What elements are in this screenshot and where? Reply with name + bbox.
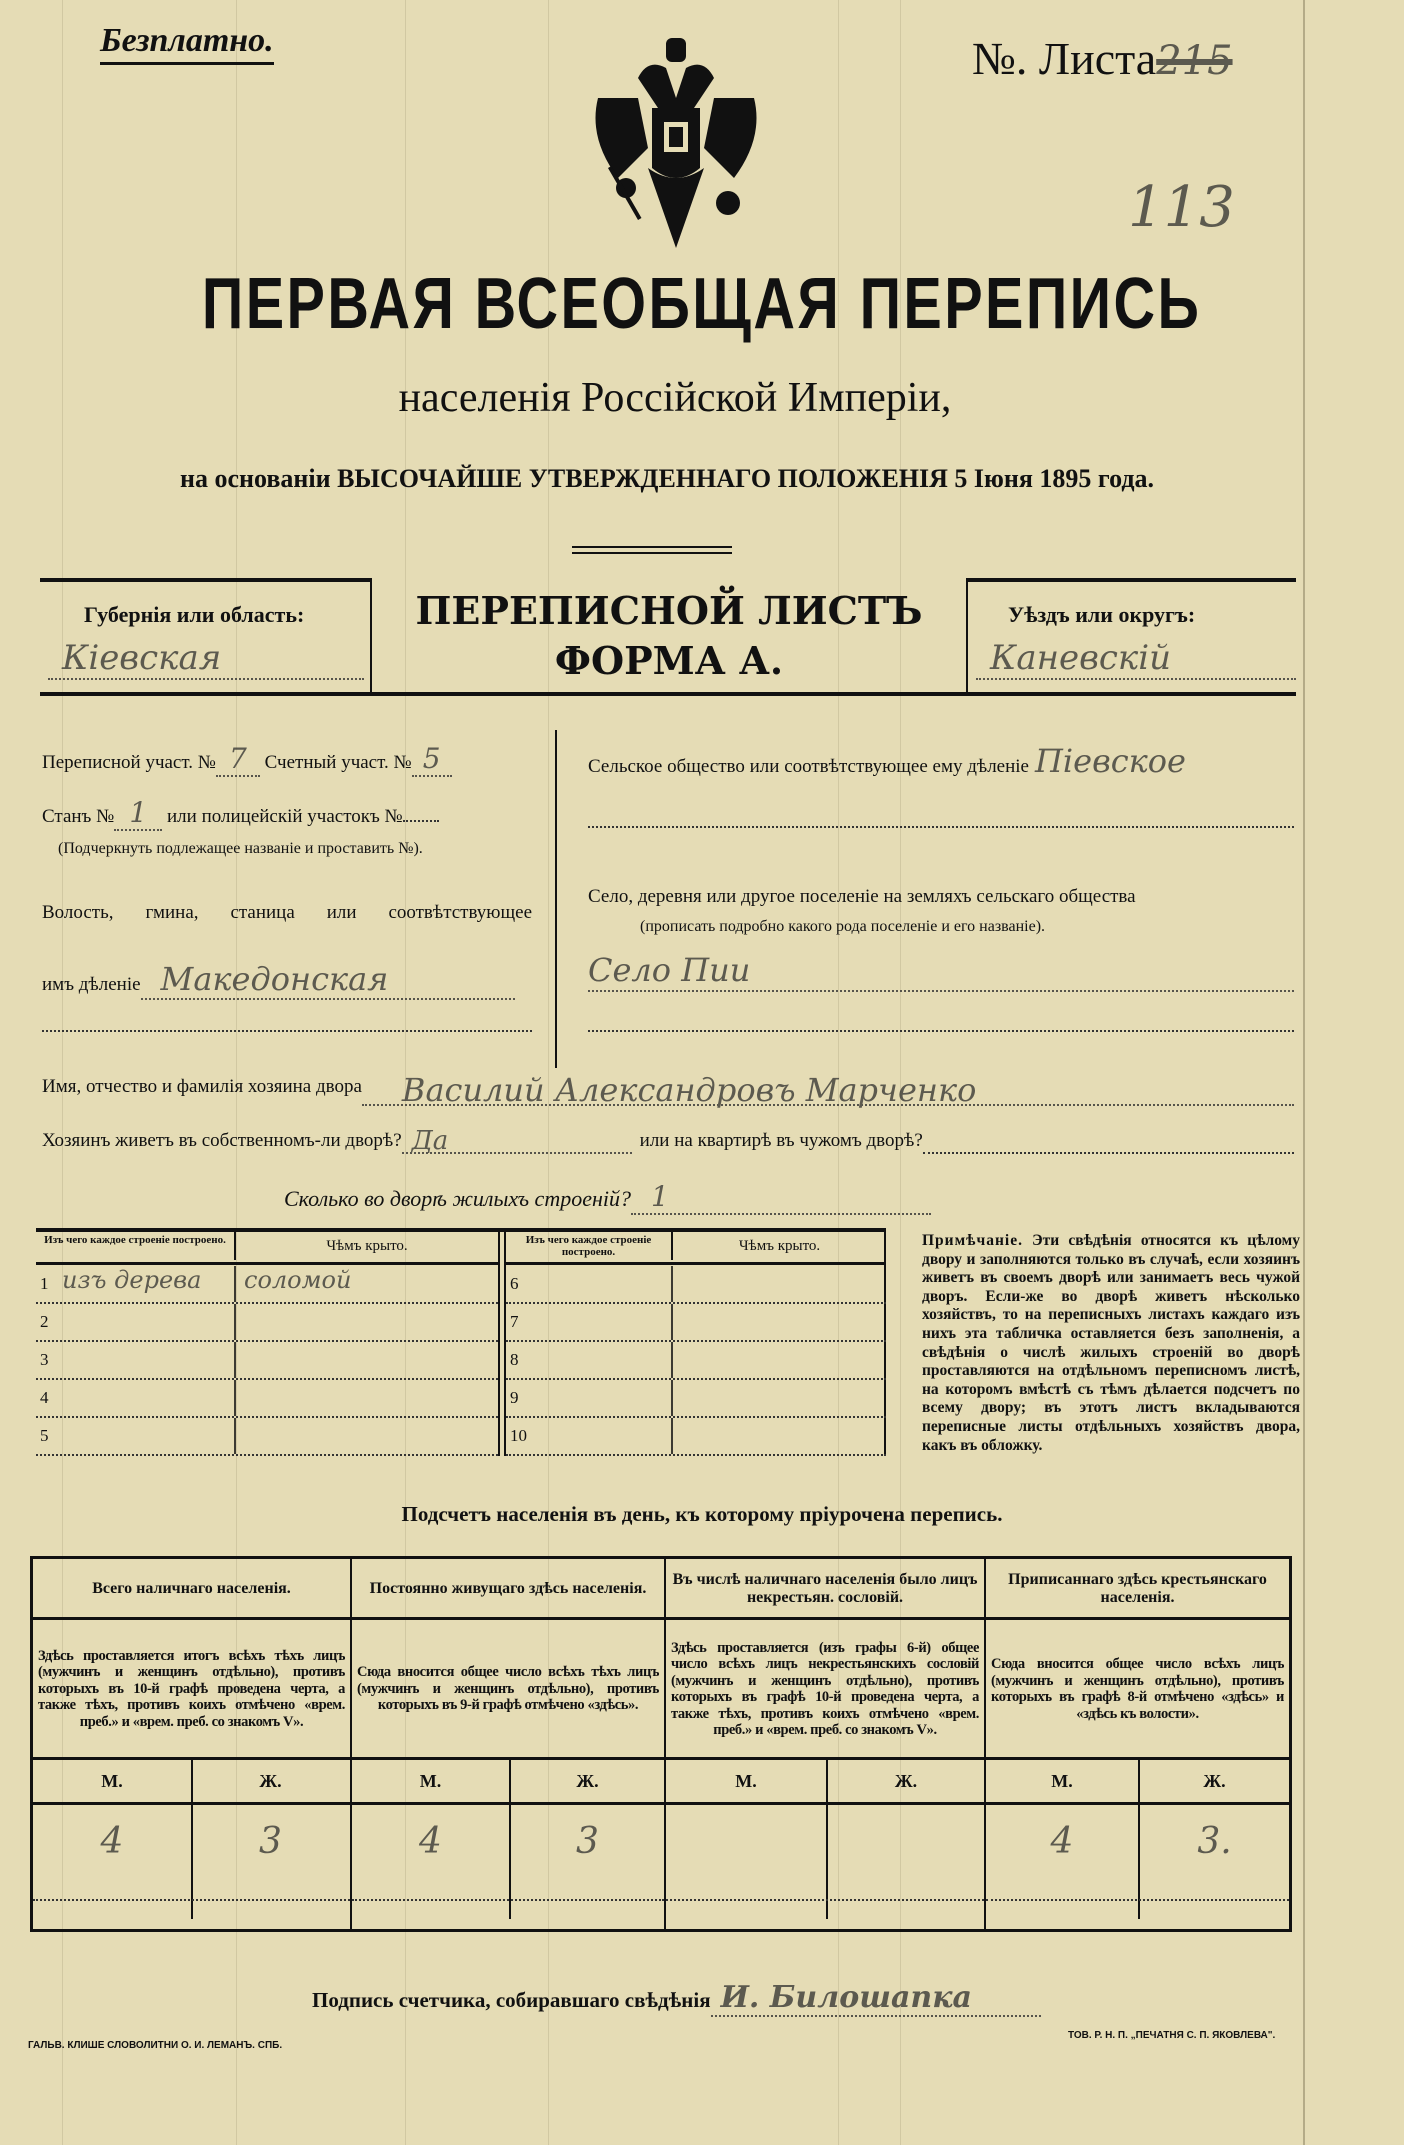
male-header: М. <box>101 1771 123 1791</box>
signature-label: Подпись счетчика, собиравшаго свѣдѣнія <box>312 1988 711 2012</box>
column-header: Въ числѣ наличнаго населенія было лицъ некрестьян. сословій. <box>672 1571 978 1606</box>
header-rule <box>33 1617 350 1620</box>
population-title: Подсчетъ населенія въ день, къ которому пріурочена перепись. <box>401 1502 1003 1526</box>
village-extra-line <box>588 1030 1294 1032</box>
dotted-rule <box>666 1899 984 1901</box>
form-title-block <box>372 588 966 684</box>
title-basis: на основаніи ВЫСОЧАЙШЕ УТВЕРЖДЕННАГО ПОЛОЖЕНІЯ 5 Іюня 1895 года. <box>180 464 1154 493</box>
female-count-field[interactable]: 3 <box>259 1821 282 1862</box>
column-header: Приписаннаго здѣсь крестьянскаго населенія. <box>1008 1571 1267 1606</box>
roof-field[interactable]: соломой <box>234 1266 498 1302</box>
table-row <box>506 1418 886 1456</box>
stan-note: (Подчеркнуть подлежащее названіе и проставить №). <box>58 840 423 857</box>
column-header-material: Изъ чего каждое строеніе построено. <box>525 1234 652 1258</box>
village-label: Село, деревня или другое поселеніе на земляхъ сельскаго общества <box>588 886 1136 907</box>
stan-field[interactable]: 1 <box>114 796 162 831</box>
district-label: Уѣздъ или округъ: <box>1008 602 1196 627</box>
material-field[interactable] <box>530 1342 671 1378</box>
material-field[interactable] <box>60 1342 234 1378</box>
ornament-divider <box>572 546 732 554</box>
male-header: М. <box>419 1771 442 1791</box>
other-yard-label: или на квартирѣ въ чужомъ дворѣ? <box>639 1130 923 1151</box>
row-number: 6 <box>510 1274 519 1293</box>
roof-field[interactable] <box>671 1418 886 1454</box>
roof-field[interactable] <box>671 1304 886 1340</box>
buildings-row <box>284 1180 931 1215</box>
signature-row <box>312 1980 1041 2017</box>
roof-field[interactable] <box>234 1342 498 1378</box>
stan-row <box>42 796 439 831</box>
female-header: Ж. <box>894 1771 918 1791</box>
roof-field[interactable] <box>234 1304 498 1340</box>
material-field[interactable] <box>530 1418 671 1454</box>
count-section-field[interactable]: 5 <box>412 742 452 777</box>
table-row <box>506 1266 886 1304</box>
footer-printer-right: ТОВ. Р. Н. П. „ПЕЧАТНЯ С. П. ЯКОВЛЕВА". <box>1068 2030 1276 2041</box>
header-rule <box>986 1617 1289 1620</box>
free-label: Безплатно. <box>100 22 274 65</box>
column-header-material: Изъ чего каждое строеніе построено. <box>44 1234 226 1246</box>
row-number: 7 <box>510 1312 519 1331</box>
police-section-label: или полицейскій участокъ № <box>167 806 403 827</box>
table-row <box>506 1380 886 1418</box>
stan-label: Станъ № <box>42 806 115 827</box>
table-row <box>36 1380 498 1418</box>
province-field[interactable]: Кіевская <box>48 638 364 680</box>
row-number: 8 <box>510 1350 519 1369</box>
table-row <box>36 1304 498 1342</box>
column-description: Сюда вносится общее число всѣхъ лицъ (мужчинъ и женщинъ отдѣльно), противъ которыхъ въ графѣ 8-й отмѣчено «здѣсь» и «здѣсь къ волости». <box>991 1656 1284 1722</box>
column-description: Здѣсь проставляется (изъ графы 6-й) общее число всѣхъ лицъ некрестьянскихъ сословій (мужчинъ и женщинъ отдѣльно), противъ которыхъ въ графѣ 10-й проведена черта, а также тѣхъ, противъ коихъ отмѣчено «врем. преб.» и «врем. преб. со знакомъ V». <box>671 1639 979 1738</box>
population-column <box>664 1559 984 1929</box>
own-yard-row <box>42 1126 1294 1156</box>
volost-label: Волость, гмина, станица или соотвѣтствующее <box>42 902 532 923</box>
material-field[interactable] <box>60 1304 234 1340</box>
male-count-field[interactable]: 4 <box>1050 1821 1074 1862</box>
owner-row <box>42 1071 1294 1109</box>
material-field[interactable] <box>60 1418 234 1454</box>
province-box <box>40 578 372 692</box>
society-row <box>588 742 1186 780</box>
male-count-field[interactable]: 4 <box>419 1821 442 1862</box>
table-row <box>36 1266 498 1304</box>
volost-label-2: имъ дѣленіе <box>42 974 141 995</box>
dotted-rule <box>986 1899 1289 1901</box>
sheet-number-struck: 215 <box>1156 38 1233 84</box>
title-sub: населенія Россійской Имперіи, <box>398 375 952 421</box>
column-divider <box>555 730 557 1068</box>
row-number: 3 <box>40 1350 49 1369</box>
form-header <box>40 578 1296 696</box>
census-section-label: Переписной участ. № <box>42 752 216 773</box>
police-section-field[interactable] <box>403 820 439 822</box>
table-double-divider <box>498 1232 506 1456</box>
count-section-label: Счетный участ. № <box>264 752 412 773</box>
column-header: Всего наличнаго населенія. <box>92 1580 291 1597</box>
population-column <box>984 1559 1289 1929</box>
district-box <box>966 578 1296 692</box>
table-row <box>36 1342 498 1380</box>
form-title: ПЕРЕПИСНОЙ ЛИСТЪ <box>415 588 923 633</box>
female-header: Ж. <box>1203 1771 1226 1791</box>
other-yard-field[interactable] <box>923 1130 1294 1154</box>
society-field[interactable]: Піевское <box>1035 742 1186 780</box>
male-count-field[interactable]: 4 <box>100 1821 124 1862</box>
owner-field[interactable]: Василий Александровъ Марченко <box>362 1076 1294 1106</box>
female-count-field[interactable] <box>826 1821 986 1891</box>
male-count-field[interactable] <box>666 1821 826 1891</box>
volost-field[interactable]: Македонская <box>141 960 515 1000</box>
buildings-table <box>36 1228 886 1456</box>
male-header: М. <box>735 1771 757 1791</box>
header-rule <box>506 1262 886 1265</box>
dotted-rule <box>352 1899 664 1901</box>
female-header: Ж. <box>259 1771 282 1791</box>
material-field[interactable]: изъ дерева <box>62 1266 202 1294</box>
material-field[interactable] <box>530 1266 671 1302</box>
row-number: 4 <box>40 1388 49 1407</box>
district-field[interactable]: Каневскій <box>976 638 1296 680</box>
owner-label: Имя, отчество и фамилія хозяина двора <box>42 1076 362 1097</box>
female-count-field[interactable]: 3 <box>576 1821 599 1862</box>
column-header-roof: Чѣмъ крыто. <box>234 1232 498 1260</box>
header-rule <box>36 1262 498 1265</box>
note-text: Эти свѣдѣнія относятся къ цѣлому двору и заполняются только въ случаѣ, если хозяинъ живетъ въ своемъ дворѣ или занимаетъ весь чужой дворъ. Если-же во дворѣ живетъ нѣсколько хозяйствъ, то на переписныхъ листахъ каждаго изъ нихъ эта табличка оставляется безъ заполненія, а свѣдѣнія о числѣ жилыхъ строеній во дворѣ проставляются на отдѣльномъ переписномъ листѣ, на которомъ вмѣстѣ съ тѣмъ дѣлается подсчетъ по всему двору; въ этотъ листъ вкладываются переписные листы отдѣльныхъ хозяйствъ двора, какъ въ обложку. <box>922 1232 1300 1454</box>
population-column <box>33 1559 350 1929</box>
own-yard-label: Хозяинъ живетъ въ собственномъ-ли дворѣ? <box>42 1130 402 1151</box>
sheet-number-label <box>972 32 1233 85</box>
society-label: Сельское общество или соотвѣтствующее ему дѣленіе <box>588 756 1029 777</box>
roof-field[interactable] <box>234 1418 498 1454</box>
row-number: 10 <box>510 1426 527 1445</box>
column-header: Постоянно живущаго здѣсь населенія. <box>369 1580 647 1597</box>
material-field[interactable] <box>60 1380 234 1416</box>
dotted-rule <box>33 1899 350 1901</box>
male-header: М. <box>1051 1771 1073 1791</box>
roof-field[interactable] <box>671 1380 886 1416</box>
note-title: Примѣчаніе. <box>922 1232 1023 1249</box>
volost-row <box>42 960 515 1000</box>
roof-field[interactable] <box>234 1380 498 1416</box>
header-rule <box>352 1617 664 1620</box>
form-subtitle: ФОРМА А. <box>554 638 784 683</box>
row-number: 2 <box>40 1312 49 1331</box>
column-description: Сюда вносится общее число всѣхъ тѣхъ лицъ (мужчинъ и женщинъ отдѣльно), противъ которыхъ въ 9-й графѣ отмѣчено «здѣсь». <box>357 1664 659 1714</box>
own-yard-field[interactable]: Да <box>402 1130 632 1154</box>
buildings-label: Сколько во дворѣ жилыхъ строеній? <box>284 1186 631 1211</box>
table-row <box>506 1342 886 1380</box>
volost-extra-line <box>42 1030 532 1032</box>
row-number: 1 <box>40 1274 49 1293</box>
material-field[interactable] <box>530 1380 671 1416</box>
roof-field[interactable] <box>671 1342 886 1378</box>
footer-printer-left: ГАЛЬВ. КЛИШЕ СЛОВОЛИТНИ О. И. ЛЕМАНЪ. СПБ. <box>28 2040 283 2051</box>
census-section-field[interactable]: 7 <box>216 742 260 777</box>
female-count-field[interactable]: 3. <box>1197 1821 1232 1862</box>
census-section-row <box>42 742 452 777</box>
page-title <box>0 262 1404 348</box>
province-label: Губернія или область: <box>84 602 305 627</box>
row-number: 5 <box>40 1426 49 1445</box>
column-header-roof: Чѣмъ крыто. <box>671 1232 886 1260</box>
header-rule <box>666 1617 984 1620</box>
village-field[interactable]: Село Пии <box>588 950 1294 992</box>
imperial-eagle-emblem-icon <box>578 38 774 248</box>
sheet-number-text: №. Листа <box>972 33 1157 84</box>
signature-field[interactable]: И. Билошапка <box>711 1980 1041 2017</box>
society-extra-line <box>588 826 1294 828</box>
table-row <box>506 1304 886 1342</box>
population-table <box>30 1556 1292 1932</box>
roof-field[interactable] <box>671 1266 886 1302</box>
sheet-number-handwritten: 113 <box>1128 175 1235 240</box>
column-description: Здѣсь проставляется итогъ всѣхъ тѣхъ лицъ (мужчинъ и женщинъ отдѣльно), противъ которыхъ въ 10-й графѣ проведена черта, а также тѣхъ, противъ коихъ отмѣчено «врем. преб.» и «врем. преб. со знакомъ V». <box>38 1647 345 1730</box>
title-main: ПЕРВАЯ ВСЕОБЩАЯ ПЕРЕПИСЬ <box>202 264 1202 344</box>
village-note: (прописать подробно какого рода поселеніе и его названіе). <box>640 918 1046 935</box>
table-row <box>36 1418 498 1456</box>
female-header: Ж. <box>576 1771 599 1791</box>
population-column <box>350 1559 664 1929</box>
row-number: 9 <box>510 1388 519 1407</box>
note-block <box>922 1232 1300 1455</box>
material-field[interactable] <box>530 1304 671 1340</box>
buildings-field[interactable]: 1 <box>631 1180 931 1215</box>
